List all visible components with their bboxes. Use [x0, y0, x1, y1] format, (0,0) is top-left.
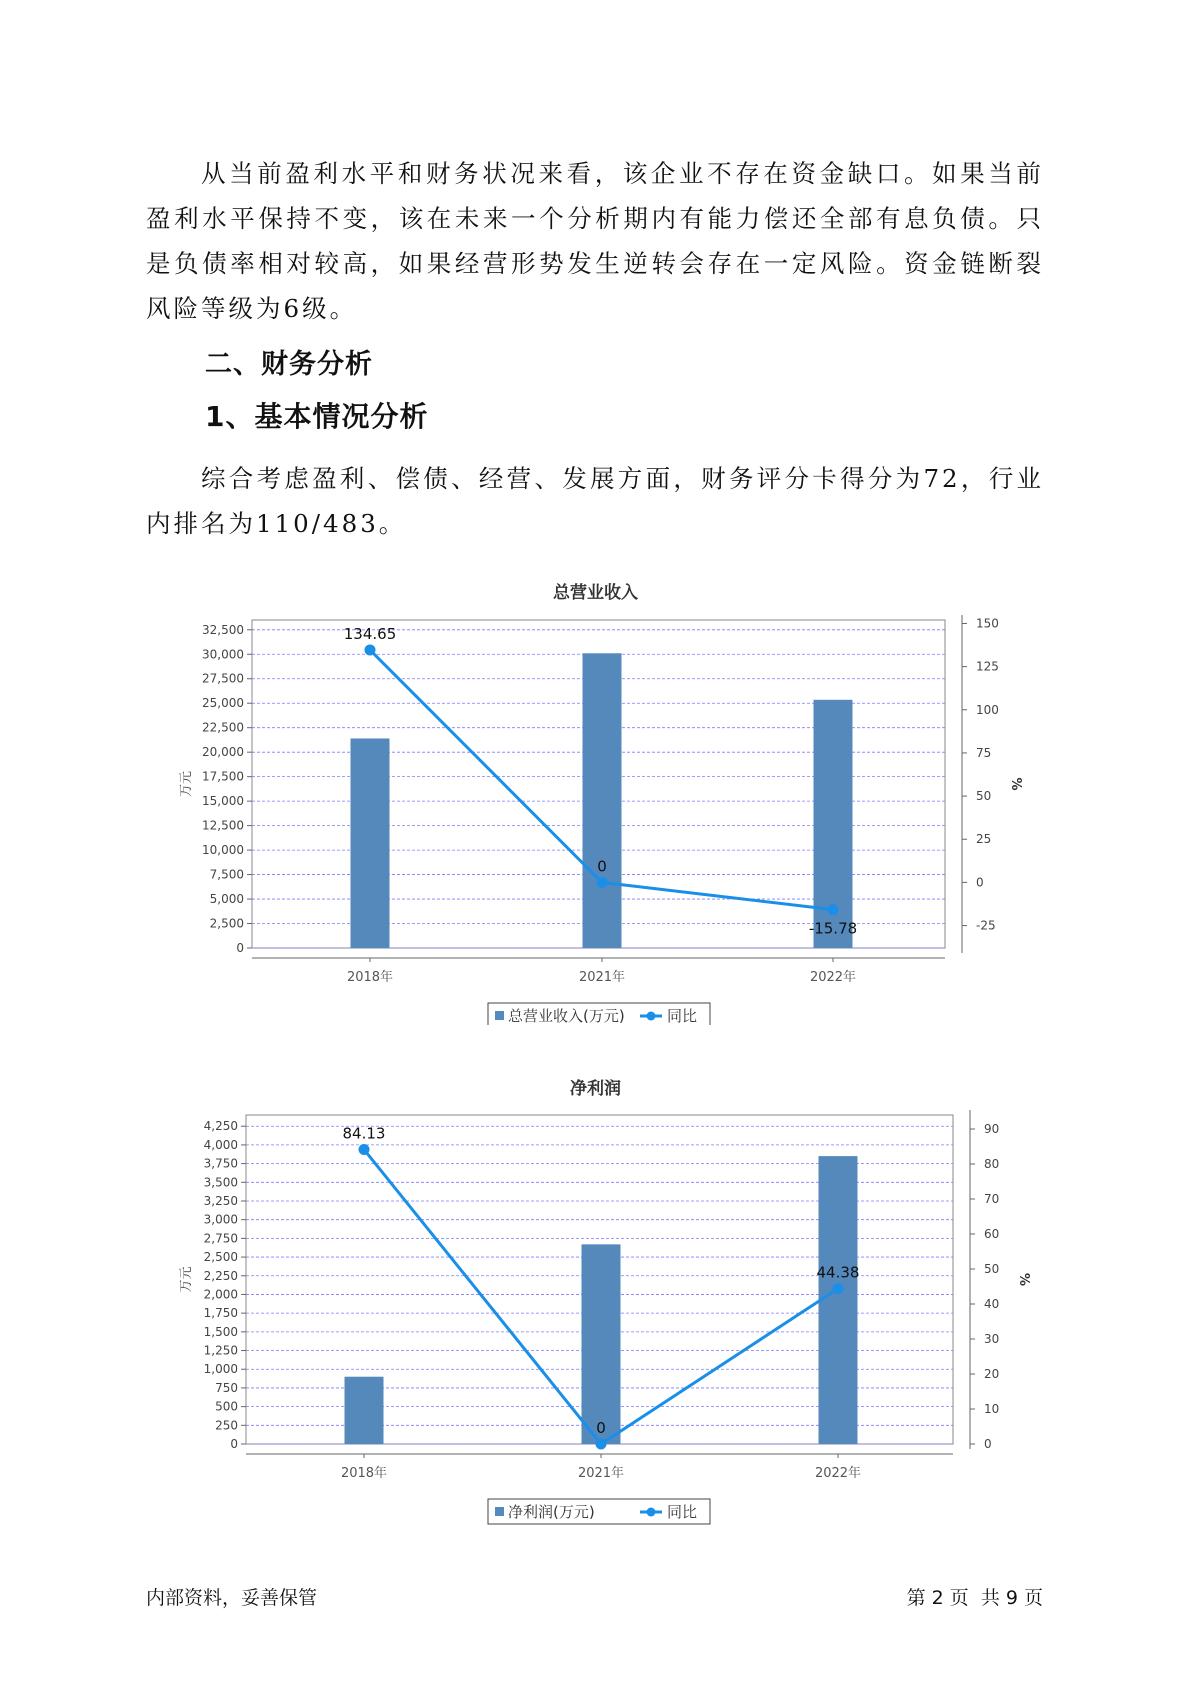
bar — [816, 1156, 860, 1444]
y-tick-label: 2,250 — [203, 1268, 238, 1283]
y-tick-label: 4,250 — [203, 1119, 238, 1134]
y2-tick-label: 70 — [984, 1192, 1000, 1206]
bar — [345, 1377, 384, 1444]
y2-tick-label: 20 — [984, 1367, 1000, 1381]
bar — [351, 738, 390, 948]
yoy-data-label: 0 — [597, 857, 607, 876]
y-tick-label: 25,000 — [202, 696, 244, 711]
y-tick-label: 2,500 — [203, 1250, 238, 1265]
y-tick-label: 30,000 — [202, 647, 244, 662]
y-tick-label: 1,000 — [203, 1362, 238, 1377]
y-tick-label: 3,750 — [203, 1156, 238, 1171]
y2-tick-label: 0 — [984, 1437, 992, 1451]
y-tick-label: 750 — [215, 1380, 238, 1395]
y2-tick-label: -25 — [976, 918, 996, 933]
y-tick-label: 0 — [230, 1437, 238, 1451]
y2-tick-label: 0 — [976, 875, 984, 890]
yoy-data-label: 0 — [596, 1419, 606, 1437]
y-tick-label: 12,500 — [202, 818, 244, 833]
y-tick-label: 500 — [215, 1399, 238, 1414]
bar — [582, 1244, 621, 1444]
y-axis-title: 万元 — [179, 1266, 194, 1293]
net-profit-chart — [0, 1105, 1191, 1525]
y2-tick-label: 25 — [976, 832, 992, 847]
y2-tick-label: 50 — [984, 1262, 1000, 1276]
y2-tick-label: 75 — [976, 745, 992, 760]
x-tick-label: 2021年 — [578, 970, 626, 985]
y-tick-label: 3,250 — [203, 1193, 238, 1208]
y-tick-label: 15,000 — [202, 794, 244, 809]
legend-label-bar: 净利润(万元) — [508, 1503, 595, 1521]
y-tick-label: 0 — [236, 941, 244, 955]
y-tick-label: 20,000 — [202, 745, 244, 760]
legend-label-line: 同比 — [667, 1007, 698, 1025]
x-tick-label: 2021年 — [577, 1466, 625, 1481]
x-tick-label: 2018年 — [340, 1466, 388, 1481]
y-tick-label: 1,500 — [203, 1324, 238, 1339]
y-tick-label: 32,500 — [202, 622, 244, 637]
legend — [488, 1499, 710, 1524]
yoy-data-label: 134.65 — [343, 624, 397, 643]
y-tick-label: 2,500 — [209, 916, 244, 931]
x-tick-label: 2018年 — [346, 970, 394, 985]
yoy-data-label: 44.38 — [816, 1263, 860, 1282]
yoy-data-label: -15.78 — [808, 919, 858, 938]
paragraph-funding: 从当前盈利水平和财务状况来看，该企业不存在资金缺口。如果当前盈利水平保持不变，该在未来一个分析期内有能力偿还全部有息负债。只是负债率相对较高，如果经营形势发生逆转会存在一定风险。资金链断裂风险等级为6级。 — [146, 159, 1044, 323]
chart-title-profit: 净利润 — [570, 1079, 621, 1099]
x-tick-label: 2022年 — [814, 1466, 862, 1481]
y-tick-label: 1,750 — [203, 1306, 238, 1321]
y2-tick-label: 40 — [984, 1297, 1000, 1311]
y-tick-label: 7,500 — [209, 867, 244, 882]
chart-title-revenue: 总营业收入 — [553, 583, 638, 603]
y-tick-label: 3,000 — [203, 1212, 238, 1227]
paragraph-score: 综合考虑盈利、偿债、经营、发展方面，财务评分卡得分为72，行业内排名为110/483。 — [146, 464, 1044, 538]
y-tick-label: 4,000 — [203, 1137, 238, 1152]
bar — [583, 653, 622, 948]
y-tick-label: 5,000 — [209, 892, 244, 907]
legend — [488, 1003, 710, 1025]
footer-page-number: 第 2 页 共 9 页 — [906, 1587, 1043, 1609]
legend-marker — [647, 1012, 656, 1021]
yoy-data-label: 84.13 — [342, 1124, 386, 1143]
subsection-heading: 1、基本情况分析 — [205, 400, 429, 433]
y2-tick-label: 60 — [984, 1227, 1000, 1241]
legend-swatch-bar — [495, 1011, 504, 1020]
y-tick-label: 3,500 — [203, 1175, 238, 1190]
footer-confidential: 内部资料，妥善保管 — [146, 1587, 318, 1609]
yoy-point — [596, 1439, 607, 1450]
y-tick-label: 250 — [215, 1418, 238, 1433]
y2-tick-label: 30 — [984, 1332, 1000, 1346]
legend-label-bar: 总营业收入(万元) — [508, 1007, 625, 1025]
y-tick-label: 2,750 — [203, 1231, 238, 1246]
legend-marker — [647, 1508, 656, 1517]
revenue-chart — [0, 605, 1191, 1025]
y2-axis-title: % — [1016, 1272, 1031, 1287]
y2-tick-label: 90 — [984, 1122, 1000, 1136]
yoy-point — [365, 644, 376, 655]
y2-tick-label: 150 — [976, 616, 999, 631]
y-tick-label: 22,500 — [202, 720, 244, 735]
legend-label-line: 同比 — [667, 1503, 698, 1521]
y-tick-label: 10,000 — [202, 843, 244, 858]
y-tick-label: 2,000 — [203, 1287, 238, 1302]
yoy-point — [833, 1283, 844, 1294]
yoy-point — [597, 877, 608, 888]
legend-swatch-bar — [495, 1507, 504, 1516]
y2-tick-label: 50 — [976, 789, 992, 804]
y2-tick-label: 100 — [976, 702, 999, 717]
y-axis-title: 万元 — [179, 770, 194, 798]
y-tick-label: 17,500 — [202, 769, 244, 784]
y-tick-label: 27,500 — [202, 671, 244, 686]
section-heading: 二、财务分析 — [205, 349, 373, 380]
y2-tick-label: 10 — [984, 1402, 1000, 1416]
y-tick-label: 1,250 — [203, 1343, 238, 1358]
x-tick-label: 2022年 — [809, 970, 857, 985]
y2-tick-label: 125 — [976, 659, 999, 674]
yoy-point — [828, 904, 839, 915]
yoy-point — [359, 1144, 370, 1155]
y2-tick-label: 80 — [984, 1157, 1000, 1171]
y2-axis-title: % — [1008, 777, 1023, 791]
